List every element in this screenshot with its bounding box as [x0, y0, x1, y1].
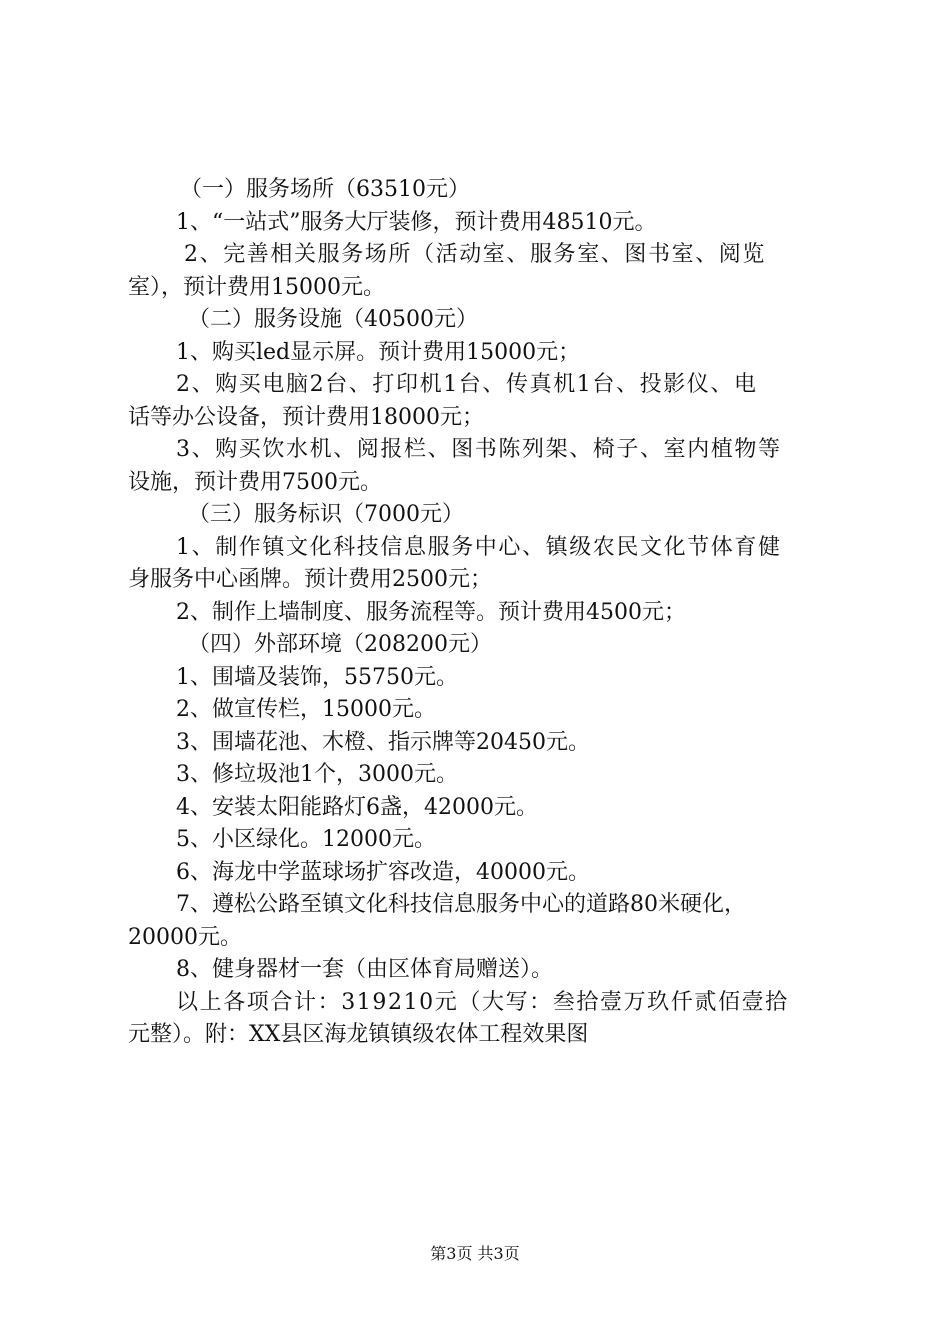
total-summary: 以上各项合计：319210元（大写：叁拾壹万玖仟贰佰壹拾 — [176, 989, 789, 1015]
list-item: 2、完善相关服务场所（活动室、服务室、图书室、阅览 — [184, 242, 766, 267]
list-item-continuation: 20000元。 — [128, 924, 242, 950]
list-item: 6、海龙中学蓝球场扩容改造，40000元。 — [176, 859, 590, 885]
list-item: 8、健身器材一套（由区体育局赠送）。 — [176, 957, 553, 982]
list-item: 3、购买饮水机、阅报栏、图书陈列架、椅子、室内植物等 — [176, 437, 782, 462]
section-heading-external-environment: （四）外部环境（208200元） — [188, 632, 492, 657]
list-item: 7、遵松公路至镇文化科技信息服务中心的道路80米硬化， — [176, 892, 746, 917]
list-item-continuation: 设施，预计费用7500元。 — [128, 469, 382, 495]
list-item: 4、安装太阳能路灯6盏，42000元。 — [176, 794, 538, 820]
list-item: 1、购买led显示屏。预计费用15000元； — [176, 339, 581, 365]
list-item-continuation: 身服务中心函牌。预计费用2500元； — [128, 567, 492, 592]
list-item: 3、修垃圾池1个，3000元。 — [176, 762, 458, 787]
list-item-continuation: 室），预计费用15000元。 — [128, 274, 385, 300]
section-heading-service-signage: （三）服务标识（7000元） — [188, 502, 464, 527]
list-item-continuation: 话等办公设备，预计费用18000元； — [128, 404, 484, 430]
list-item: 2、购买电脑2台、打印机1台、传真机1台、投影仪、电 — [176, 372, 758, 397]
list-item: 3、围墙花池、木橙、指示牌等20450元。 — [176, 729, 590, 755]
list-item: 5、小区绿化。12000元。 — [176, 827, 436, 852]
list-item: 1、“一站式”服务大厅装修，预计费用48510元。 — [176, 209, 657, 235]
list-item: 2、制作上墙制度、服务流程等。预计费用4500元； — [176, 599, 686, 625]
document-body — [128, 174, 836, 1052]
section-heading-service-facilities: （二）服务设施（40500元） — [188, 307, 478, 332]
page-number-footer: 第3页 共3页 — [430, 1244, 520, 1263]
total-summary-continuation: 元整）。附：XX县区海龙镇镇级农体工程效果图 — [128, 1022, 589, 1047]
list-item: 1、制作镇文化科技信息服务中心、镇级农民文化节体育健 — [176, 534, 782, 560]
section-heading-service-venue: （一）服务场所（63510元） — [180, 177, 470, 202]
list-item: 1、围墙及装饰，55750元。 — [176, 664, 458, 690]
list-item: 2、做宣传栏，15000元。 — [176, 697, 436, 722]
